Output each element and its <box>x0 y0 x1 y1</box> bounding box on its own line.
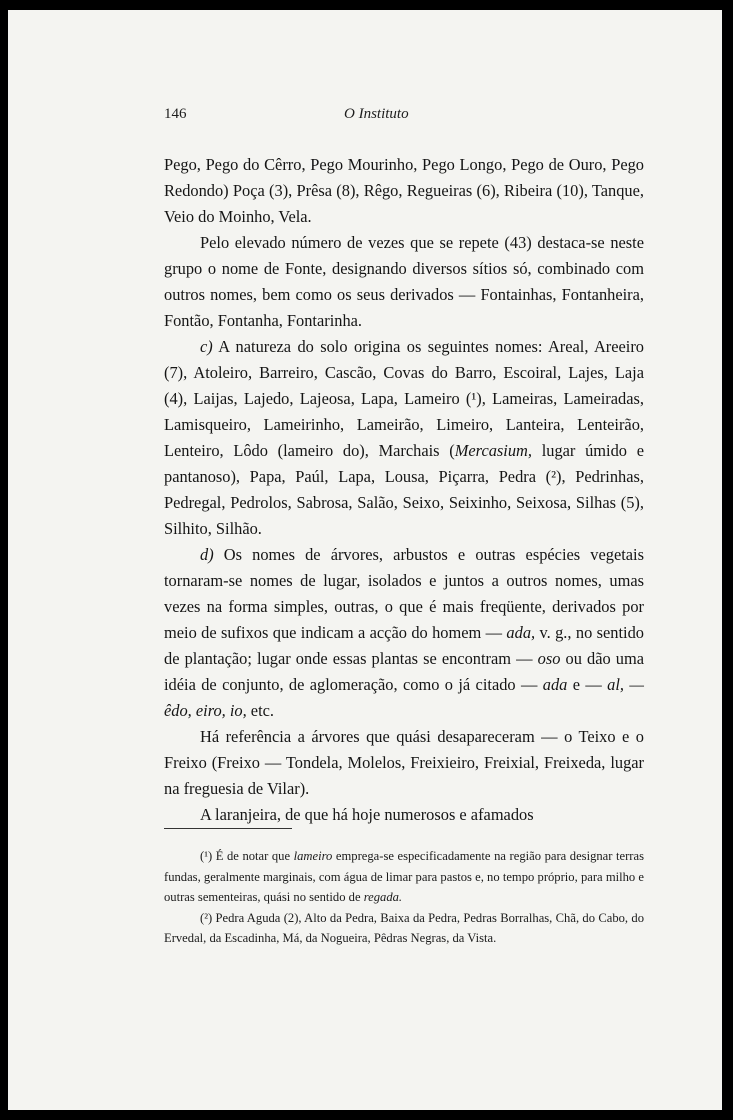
footnote-2 <box>164 908 644 949</box>
paragraph-3 <box>164 334 644 542</box>
footnote-1-marker: (¹) <box>200 849 213 863</box>
footnote-2-marker: (²) <box>200 910 213 925</box>
running-title: O Instituto <box>344 106 409 122</box>
footnote-1-text-b: emprega-se especificadamente na região para designar terras fundas, geralmente marginais, com água de limar para pastos e, no tempo próprio, para milho e outras sementeiras, quási no sentido de <box>164 849 644 904</box>
footnote-separator <box>164 828 292 829</box>
body-text <box>164 152 644 828</box>
footnote-1 <box>164 846 644 908</box>
paragraph-2: Pelo elevado número de vezes que se repete (43) destaca-se neste grupo o nome de Fonte, designando diversos sítios só, combinado com outros nomes, bem como os seus derivados — Fontainhas, Fontanheira, Fontão, Fontanha, Fontarinha. <box>164 233 644 330</box>
paragraph-4-text-e: etc. <box>246 701 275 720</box>
paragraph-1: Pego, Pego do Cêrro, Pego Mourinho, Pego Longo, Pego de Ouro, Pego Redondo) Poça (3), Prêsa (8), Rêgo, Regueiras (6), Ribeira (10), Tanque, Veio do Moinho, Vela. <box>164 155 644 226</box>
footnote-2-text: Pedra Aguda (2), Alto da Pedra, Baixa da Pedra, Pedras Borralhas, Chã, do Cabo, do Ervedal, da Escadinha, Má, da Nogueira, Pêdras Negras, da Vista. <box>164 910 644 945</box>
page-number: 146 <box>164 106 187 122</box>
paragraph-6: A laranjeira, de que há hoje numerosos e afamados <box>200 805 534 824</box>
paragraph-4 <box>164 542 644 724</box>
footnote-1-text-a: É de notar que <box>212 849 294 863</box>
suffix-oso: oso <box>537 649 561 668</box>
paragraph-5: Há referência a árvores que quási desapareceram — o Teixo e o Freixo (Freixo — Tondela, Molelos, Freixieiro, Freixial, Freixeda, lugar na freguesia de Vilar). <box>164 727 644 798</box>
footnotes <box>164 846 644 949</box>
paragraph-4-text-a: Os nomes de árvores, arbustos e outras espécies vegetais tornaram-se nomes de lugar, isolados e juntos a outros nomes, umas vezes na forma simples, outras, o que é mais freqüente, derivados por meio de sufixos que indicam a acção do homem — <box>164 545 644 642</box>
suffix-list: al, — êdo, eiro, io, <box>164 675 644 720</box>
suffix-ada-2: ada <box>542 675 568 694</box>
suffix-ada: ada, <box>506 623 536 642</box>
term-regada: regada. <box>363 890 403 904</box>
book-page <box>8 10 722 1110</box>
paragraph-3-text-a: A natureza do solo origina os seguintes nomes: Areal, Areeiro (7), Atoleiro, Barreiro, Cascão, Covas do Barro, Escoiral, Lajes, Laja (4), Laijas, Lajedo, Lajeosa, Lapa, Lameiro (¹), Lameiras, Lameiradas, Lamisqueiro, Lameirinho, Lameirão, Limeiro, Lanteira, Lenteirão, Lenteiro, Lôdo (lameiro do), Marchais ( <box>164 337 644 460</box>
paragraph-4-text-b: v. g., no sentido de plantação; lugar onde essas plantas se encontram — <box>164 623 644 668</box>
paragraph-3-text-b: lugar úmido e pantanoso), Papa, Paúl, Lapa, Lousa, Piçarra, Pedra (²), Pedrinhas, Pedregal, Pedrolos, Sabrosa, Salão, Seixo, Seixinho, Seixosa, Silhas (5), Silhito, Silhão. <box>164 441 644 538</box>
paragraph-4-text-d: e — <box>567 675 608 694</box>
latin-term: Mercasium, <box>454 441 532 460</box>
term-lameiro: lameiro <box>293 849 333 863</box>
section-label-c: c) <box>200 337 213 356</box>
section-label-d: d) <box>200 545 214 564</box>
running-header <box>164 106 644 128</box>
paragraph-4-text-c: ou dão uma idéia de conjunto, de aglomeração, como o já citado — <box>164 649 644 694</box>
